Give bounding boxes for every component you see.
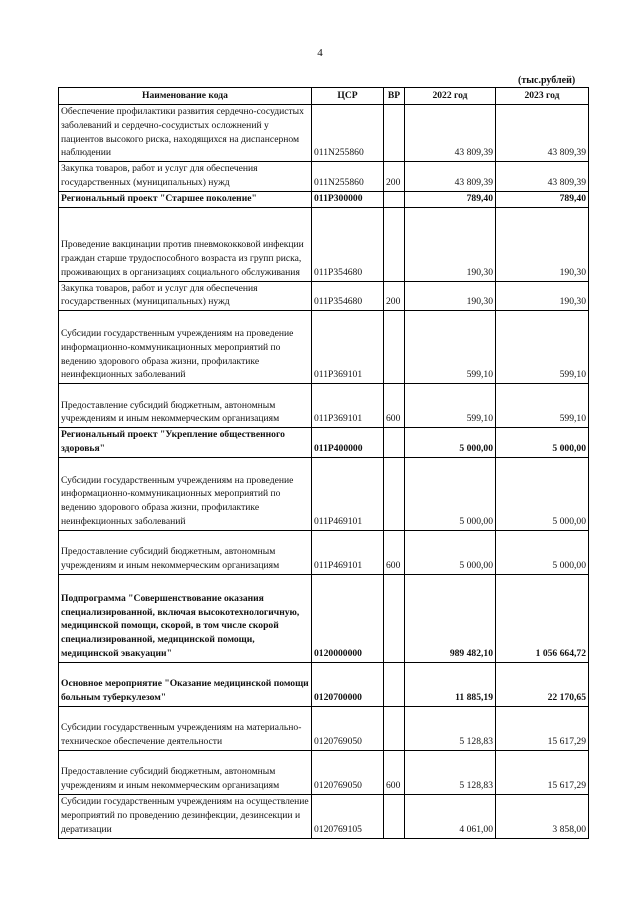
- row-2023: 15 617,29: [496, 750, 589, 794]
- table-row: [59, 428, 589, 458]
- row-vr: [384, 706, 405, 750]
- row-2022: 11 885,19: [405, 662, 496, 706]
- row-2022: 43 809,39: [405, 162, 496, 192]
- row-name: Предоставление субсидий бюджетным, автономным учреждениям и иным некоммерческим организациям: [59, 384, 312, 428]
- table-row: [59, 162, 589, 192]
- row-2023: 43 809,39: [496, 105, 589, 162]
- budget-table: [58, 87, 589, 839]
- row-vr: 600: [384, 384, 405, 428]
- table-row: [59, 191, 589, 207]
- table-row: [59, 706, 589, 750]
- row-csr: 011P400000: [312, 428, 384, 458]
- table-row: [59, 311, 589, 384]
- row-vr: [384, 207, 405, 281]
- row-csr: 0120000000: [312, 574, 384, 662]
- row-csr: 011P369101: [312, 384, 384, 428]
- row-csr: 011N255860: [312, 162, 384, 192]
- row-2022: 5 000,00: [405, 530, 496, 574]
- row-csr: 0120769050: [312, 706, 384, 750]
- row-name: Проведение вакцинации против пневмококковой инфекции граждан старше трудоспособного возраста из групп риска, проживающих в организациях социального обслуживания: [59, 207, 312, 281]
- table-row: [59, 384, 589, 428]
- row-vr: 600: [384, 750, 405, 794]
- row-name: Субсидии государственным учреждениям на материально-техническое обеспечение деятельности: [59, 706, 312, 750]
- row-vr: [384, 794, 405, 838]
- row-name: Подпрограмма "Совершенствование оказания специализированной, включая высокотехнологичную, медицинской помощи, скорой, в том числе скорой специализированной, медицинской помощи, медицинской эвакуации": [59, 574, 312, 662]
- row-csr: 011P354680: [312, 207, 384, 281]
- row-name: Субсидии государственным учреждениям на осуществление мероприятий по проведению дезинфекции, дезинсекции и дератизации: [59, 794, 312, 838]
- header-name: Наименование кода: [59, 88, 312, 105]
- table-header-row: [59, 88, 589, 105]
- header-csr: ЦСР: [312, 88, 384, 105]
- units-label: (тыс.рублей): [518, 75, 576, 86]
- table-row: [59, 662, 589, 706]
- table-row: [59, 457, 589, 530]
- row-vr: [384, 662, 405, 706]
- row-vr: [384, 428, 405, 458]
- table-row: [59, 794, 589, 838]
- table-row: [59, 574, 589, 662]
- row-csr: 0120769105: [312, 794, 384, 838]
- row-2023: 5 000,00: [496, 428, 589, 458]
- row-2023: 43 809,39: [496, 162, 589, 192]
- row-2023: 5 000,00: [496, 457, 589, 530]
- row-2022: 599,10: [405, 311, 496, 384]
- table-row: [59, 281, 589, 311]
- row-vr: [384, 105, 405, 162]
- row-2022: 190,30: [405, 281, 496, 311]
- row-csr: 011P469101: [312, 530, 384, 574]
- row-name: Субсидии государственным учреждениям на проведение информационно-коммуникационных мероприятий по ведению здорового образа жизни, профилактике неинфекционных заболеваний: [59, 457, 312, 530]
- row-2022: 599,10: [405, 384, 496, 428]
- row-vr: 600: [384, 530, 405, 574]
- row-csr: 0120700000: [312, 662, 384, 706]
- row-name: Закупка товаров, работ и услуг для обеспечения государственных (муниципальных) нужд: [59, 162, 312, 192]
- row-2022: 5 000,00: [405, 428, 496, 458]
- header-vr: ВР: [384, 88, 405, 105]
- row-name: Региональный проект "Старшее поколение": [59, 191, 312, 207]
- row-name: Основное мероприятие "Оказание медицинской помощи больным туберкулезом": [59, 662, 312, 706]
- row-csr: 011P469101: [312, 457, 384, 530]
- row-2022: 5 128,83: [405, 750, 496, 794]
- row-2022: 5 128,83: [405, 706, 496, 750]
- row-2022: 789,40: [405, 191, 496, 207]
- row-2023: 3 858,00: [496, 794, 589, 838]
- row-name: Субсидии государственным учреждениям на проведение информационно-коммуникационных мероприятий по ведению здорового образа жизни, профилактике неинфекционных заболеваний: [59, 311, 312, 384]
- table-row: [59, 750, 589, 794]
- header-2022: 2022 год: [405, 88, 496, 105]
- page-number: 4: [317, 47, 323, 59]
- row-csr: 011P369101: [312, 311, 384, 384]
- row-2023: 1 056 664,72: [496, 574, 589, 662]
- row-2022: 43 809,39: [405, 105, 496, 162]
- row-name: Обеспечение профилактики развития сердечно-сосудистых заболеваний и сердечно-сосудистых осложнений у пациентов высокого риска, находящихся на диспансерном наблюдении: [59, 105, 312, 162]
- row-vr: [384, 191, 405, 207]
- row-name: Региональный проект "Укрепление общественного здоровья": [59, 428, 312, 458]
- header-2023: 2023 год: [496, 88, 589, 105]
- row-2023: 15 617,29: [496, 706, 589, 750]
- row-vr: 200: [384, 281, 405, 311]
- row-csr: 011P300000: [312, 191, 384, 207]
- row-2023: 190,30: [496, 281, 589, 311]
- row-vr: 200: [384, 162, 405, 192]
- row-name: Предоставление субсидий бюджетным, автономным учреждениям и иным некоммерческим организациям: [59, 750, 312, 794]
- row-csr: 011N255860: [312, 105, 384, 162]
- row-csr: 0120769050: [312, 750, 384, 794]
- row-csr: 011P354680: [312, 281, 384, 311]
- row-name: Закупка товаров, работ и услуг для обеспечения государственных (муниципальных) нужд: [59, 281, 312, 311]
- row-2023: 599,10: [496, 384, 589, 428]
- row-2023: 5 000,00: [496, 530, 589, 574]
- row-2023: 190,30: [496, 207, 589, 281]
- row-2022: 989 482,10: [405, 574, 496, 662]
- row-name: Предоставление субсидий бюджетным, автономным учреждениям и иным некоммерческим организациям: [59, 530, 312, 574]
- row-vr: [384, 574, 405, 662]
- row-2023: 789,40: [496, 191, 589, 207]
- row-2022: 190,30: [405, 207, 496, 281]
- table-row: [59, 530, 589, 574]
- table-row: [59, 207, 589, 281]
- row-2023: 22 170,65: [496, 662, 589, 706]
- row-2022: 5 000,00: [405, 457, 496, 530]
- row-vr: [384, 311, 405, 384]
- table-row: [59, 105, 589, 162]
- row-2023: 599,10: [496, 311, 589, 384]
- row-2022: 4 061,00: [405, 794, 496, 838]
- row-vr: [384, 457, 405, 530]
